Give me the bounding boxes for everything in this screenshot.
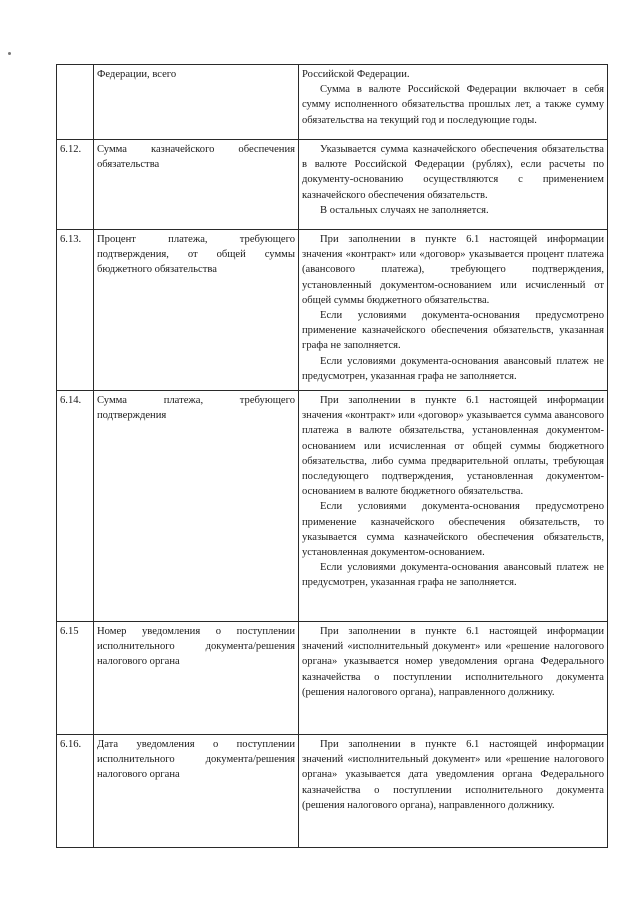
row-field-name: Номер уведомления о поступлении исполнительного документа/решения налогового органа xyxy=(94,622,299,735)
row-description xyxy=(299,391,608,622)
description-paragraph: При заполнении в пункте 6.1 настоящей информации значения «контракт» или «договор» указывается процент платежа (авансового платежа), требующего подтверждения, установленный документом-основанием или исчисленный от общей суммы бюджетного обязательства. xyxy=(302,234,604,306)
table-row xyxy=(57,140,608,230)
scan-speck xyxy=(8,52,11,55)
row-description xyxy=(299,622,608,735)
field-description-table xyxy=(56,64,608,848)
row-description xyxy=(299,140,608,230)
description-paragraph: Если условиями документа-основания предусмотрено применение казначейского обеспечения обязательств, указанная графа не заполняется. xyxy=(302,310,604,352)
row-description xyxy=(299,230,608,391)
row-number: 6.13. xyxy=(57,230,94,391)
row-field-name: Процент платежа, требующего подтверждения, от общей суммы бюджетного обязательства xyxy=(94,230,299,391)
row-field-name: Сумма платежа, требующего подтверждения xyxy=(94,391,299,622)
description-paragraph: В остальных случаях не заполняется. xyxy=(320,204,489,216)
table-row xyxy=(57,65,608,140)
description-paragraph: Если условиями документа-основания авансовый платеж не предусмотрен, указанная графа не заполняется. xyxy=(302,562,604,589)
table-row xyxy=(57,622,608,735)
row-field-name: Сумма казначейского обеспечения обязательства xyxy=(94,140,299,230)
description-paragraph: Указывается сумма казначейского обеспечения обязательства в валюте Российской Федерации (рублях), если расчеты по документу-основанию осуществляются с применением казначейского обеспечения обязательств. xyxy=(302,144,604,201)
row-field-name: Дата уведомления о поступлении исполнительного документа/решения налогового органа xyxy=(94,735,299,848)
table-row xyxy=(57,391,608,622)
row-number: 6.12. xyxy=(57,140,94,230)
description-paragraph: Сумма в валюте Российской Федерации включает в себя сумму исполненного обязательства прошлых лет, а также сумму обязательства на текущий год и последующие годы. xyxy=(302,84,604,126)
row-number: 6.16. xyxy=(57,735,94,848)
row-field-name: Федерации, всего xyxy=(94,65,299,140)
row-number: 6.14. xyxy=(57,391,94,622)
row-number xyxy=(57,65,94,140)
row-description xyxy=(299,735,608,848)
description-paragraph: При заполнении в пункте 6.1 настоящей информации значений «исполнительный документ» или «решение налогового органа» указывается номер уведомления органа Федерального казначейства о поступлении исполнительного документа (решения налогового органа), направленного должнику. xyxy=(302,626,604,698)
row-description xyxy=(299,65,608,140)
row-number: 6.15 xyxy=(57,622,94,735)
description-paragraph: Российской Федерации. xyxy=(302,69,410,80)
description-paragraph: Если условиями документа-основания предусмотрено применение казначейского обеспечения обязательств, то указывается сумма казначейского обеспечения обязательств, установленная документом-основанием. xyxy=(302,501,604,559)
description-paragraph: Если условиями документа-основания авансовый платеж не предусмотрен, указанная графа не заполняется. xyxy=(302,355,604,382)
table-row xyxy=(57,230,608,391)
description-paragraph: При заполнении в пункте 6.1 настоящей информации значения «контракт» или «договор» указывается сумма авансового платежа в валюте обязательства, установленная документом-основанием или исчисленная от общей суммы бюджетного обязательства, либо сумма предварительной оплаты, требующая последующего подтверждения, установленная документом-основанием в валюте бюджетного обязательства. xyxy=(302,395,604,498)
description-paragraph: При заполнении в пункте 6.1 настоящей информации значений «исполнительный документ» или «решение налогового органа» указывается дата уведомления органа Федерального казначейства о поступлении исполнительного документа (решения налогового органа), направленного должнику. xyxy=(302,739,604,811)
table-row xyxy=(57,735,608,848)
